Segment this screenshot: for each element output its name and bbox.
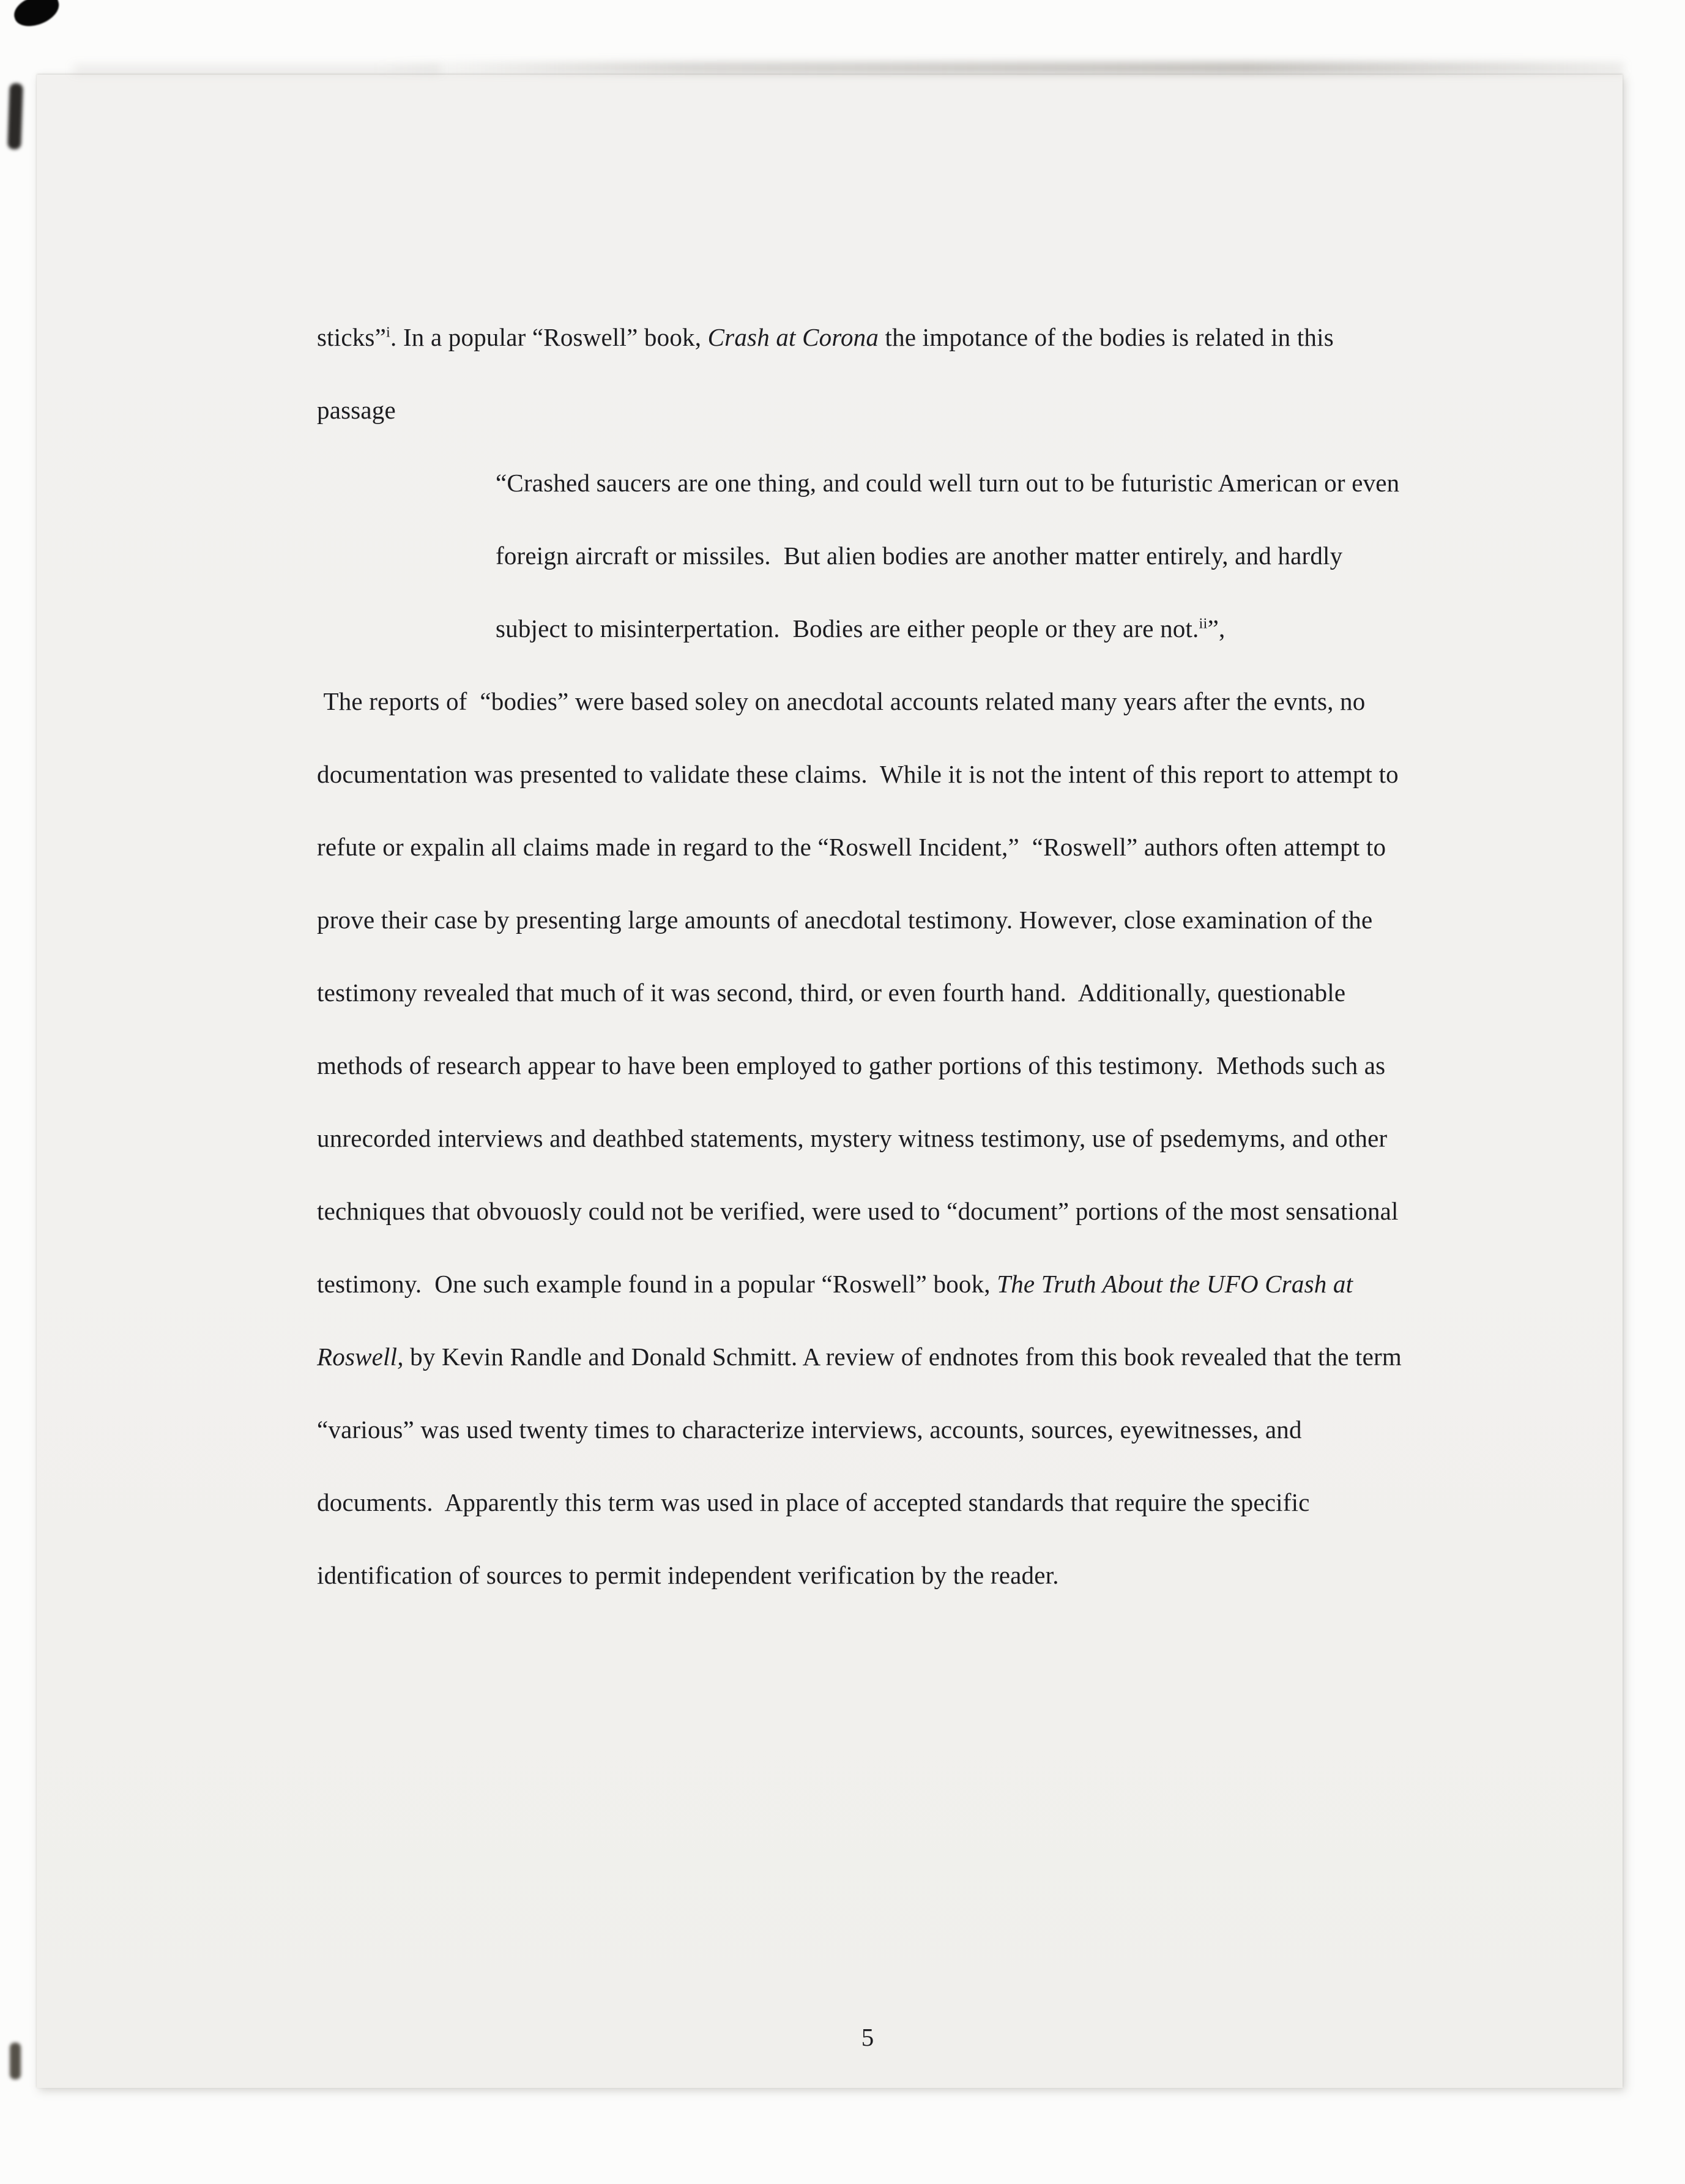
endnote-marker-i: i	[386, 324, 391, 341]
quote-segment: “Crashed saucers are one thing, and could well turn out to be futuristic American or even foreign aircraft or missiles. But alien bodies are another matter entirely, and hardly subject to misinterpertation. Bodies are either people or they are not.	[496, 469, 1406, 643]
page-number: 5	[861, 2023, 874, 2051]
book-title-crash-at-corona: Crash at Corona	[707, 323, 879, 351]
quote-segment: ”,	[1207, 614, 1226, 643]
intro-segment: . In a popular “Roswell” book,	[390, 323, 708, 351]
scan-artifact-top-edge-shadow-soft	[73, 66, 441, 72]
book-title-truth-about-ufo-crash: The Truth About the UFO Crash at Roswell,	[317, 1270, 1360, 1371]
scanned-page	[37, 75, 1623, 2088]
paragraph-intro	[317, 301, 1418, 447]
body-segment: by Kevin Randle and Donald Schmitt. A review of endnotes from this book revealed that the term “various” was used twenty times to characterize interviews, accounts, sources, eyewitnesses, and documents. Apparently this term was used in place of accepted standards that require the specific identification of sources to permit independent verification by the reader.	[317, 1343, 1408, 1589]
scan-artifact-top-edge-shadow	[373, 62, 1624, 73]
document-text	[317, 301, 1418, 1612]
intro-segment: sticks”	[317, 323, 386, 351]
block-quote	[496, 447, 1418, 665]
body-segment: The reports of “bodies” were based soley on anecdotal accounts related many years after the evnts, no documentation was presented to validate these claims. While it is not the intent of this report to attempt to refute or expalin all claims made in regard to the “Roswell Incident,” “Roswell” authors often attempt to prove their case by presenting large amounts of anecdotal testimony. However, close examination of the testimony revealed that much of it was second, third, or even fourth hand. Additionally, questionable methods of research appear to have been employed to gather portions of this testimony. Methods such as unrecorded interviews and deathbed statements, mystery witness testimony, use of psedemyms, and other techniques that obvouosly could not be verified, were used to “document” portions of the most sensational testimony. One such example found in a popular “Roswell” book,	[317, 687, 1405, 1298]
intro-segment: the impotance of the bodies is related in this passage	[317, 323, 1341, 424]
scan-artifact-left-edge-mark	[7, 83, 23, 150]
endnote-marker-ii: ii	[1199, 615, 1208, 632]
body-paragraph	[317, 665, 1418, 1612]
scan-artifact-top-left-mark	[10, 0, 63, 31]
scan-artifact-bottom-left-mark	[10, 2043, 21, 2079]
